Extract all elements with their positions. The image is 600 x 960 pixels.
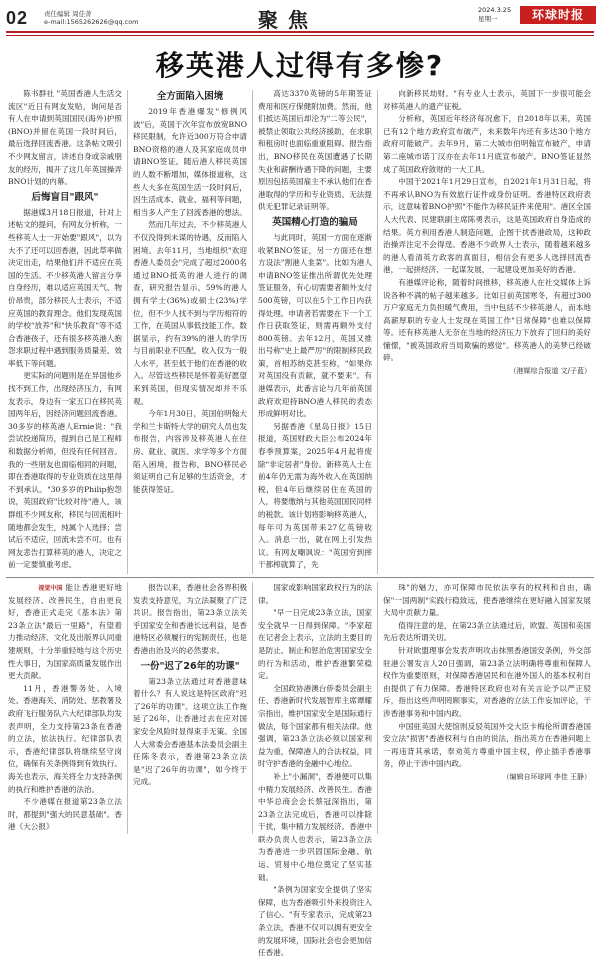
- paragraph: 全国政协港澳台侨委员会副主任、香港新时代发展智库主席谭耀宗指出，维护国家安全是国际通行做法，每个国家都有相关法律。他强调，第23条立法必须以国家利益为重，保障港人的合法权益，同时守护香港的金融中心地位。: [258, 683, 372, 769]
- paragraph: 据港媒3月18日报道，针对上述帖文的提问，有网友分析称，一些移英人士一开始要"跟风"，以为大不了还可以回香港，因此草率做决定出走，结果他们并不适应在英国的生活。不少移英港人留言分享自身经历，难以适应英国天气、物价昂贵，部分移民人士表示，不适应英国的教育理念。他们发现英国的学校"放养"和"快乐教育"等不适合香港孩子，还有很多移英港人抱怨求职过程中遇到服务质量差、效率低下等问题。: [8, 207, 122, 368]
- column-divider: [252, 582, 253, 834]
- paragraph: 值得注意的是，在第23条立法通过后，欧盟、英国和美国先后表达所谓关切。: [383, 620, 591, 643]
- article-headline: 移英港人过得有多惨?: [155, 49, 445, 82]
- paragraph: 然而几年过去，不少移英港人不仅没得到未谋的待遇，反而陷入困境。去年11月，当地组织"欢迎香港人委员会"完成了超过2000名通过BNO抵英的港人进行的调查，研究报告显示，59%的港人拥有学士(36%)或硕士(23%)学位，但不少人找不到与学历相符的工作，在英国从事低技能工作。数据显示，约有39%的港人的学历与目前职业不匹配，收入仅为一般人水平，甚至低于他们在香港的收入。尽管这些移民是怀着美好愿望来到英国，但现实情况却并不乐观。: [133, 220, 247, 406]
- paragraph: 11月，香港警务处、入境处、香港海关、消防处、惩教署及政府飞行服务队六大纪律部队均发表声明，全力支持第23条在香港的立法，依法执行。纪律部队表示，香港纪律部队将继续坚守岗位，确保有关条例得到有效执行。海关也表示，海关将全力支持条例的执行和维护香港的法治。: [8, 683, 122, 794]
- paragraph: 另据香港《星岛日报》15日报道，英国财政大臣公布2024年春季预算案，2025年4月起将废除"非定居者"身份。新移英人士在前4年仍无需为海外收入在英国纳税，但4年后继续居住在英国的人，将要缴纳与其他英国国民同样的税款。该计划将影响移英港人，每年可为英国带来27亿英镑收入。消息一出，就在网上引发热议。有网友嘲讽说："英国穷到摔干都榨就算了，先: [258, 421, 372, 570]
- photo-credit: 视觉中国: [38, 585, 63, 592]
- paragraph: 针对欧盟理事会发表声明攻击抹黑香港国安条例，外交部驻港公署发言人20日强调，第23条立法明确将尊重和保障人权作为重要原则，对保障香港居民和在港外国人的基本权利自由提供了有力保障。香港特区政府也对有关言论予以严正驳斥，指出这些声明罔顾事实，对香港的立法工作妄加评论，干涉香港事务和中国内政。: [383, 645, 591, 718]
- date-text: 2024.3.25: [478, 6, 512, 14]
- page-number: 02: [6, 8, 29, 28]
- weekday-text: 星期一: [478, 15, 498, 23]
- paragraph: 2019年香港爆发"修例风波"后，英国于次年宣布放宽BNO移民限制，允许近300万符合申请BNO资格的港人及其家庭成员申请BNO签证。随后港人移民英国的人数不断增加，媒体报道称，这些人大多在英国生活一段时间后，因生活成本、就业、福利等问题，相当多人产生了回流香港的想法。: [133, 107, 247, 217]
- email-line: e-mail:1565262626@qq.com: [44, 18, 139, 26]
- paragraph: 珠"的魅力，亦可保障市民依法享有的权利和自由，确保"一国两制"实践行稳致远，使香港继续在更好融入国家发展大局中贡献力量。: [383, 583, 591, 618]
- paragraph: 今年1月30日，英国伯明翰大学和兰卡斯特大学的研究人员也发布报告，内容涉及移英港人在住房、就业、就医、求学等多个方面陷入困境，报告称，BNO移民必须证明自己有足够的生活资金，才能获得签证。: [133, 409, 247, 494]
- column-divider: [377, 90, 378, 574]
- subheading: 英国精心打造的骗局: [272, 216, 358, 228]
- paragraph: 更实际的问题则是在异国他乡找不到工作，出现经济压力，有网友表示，身边有一家五口在移民英国两年后，因经济问题回流香港。30多岁的移英港人Ernie说："我尝试投递简历，提到自己是工程师和数据分析师，但没有任何回音。我的一些朋友也面临相同的问题，即在香港取得的专业资质在这里得不到承认。"30多岁的Philip抱怨说，英国政府"比较对待"港人，该群组不少网友称，移民与回流相叶随地都会发生，纯属个人选择；尝试后不适应，回流未尝不可。也有网友悲告打算移英的港人，决定之前一定要慎重考虑。: [8, 371, 122, 570]
- byline: （编辑自环球网 李佳 王静）: [502, 772, 591, 781]
- header-rule: [6, 31, 594, 33]
- header-rule-thin: [6, 35, 594, 36]
- column-divider: [127, 90, 128, 574]
- paragraph: 第23条立法通过对香港意味着什么？有人说这是特区政府"迟了26年的功课"。这项立法工作拖延了26年，让香港过去在应对国家安全风险时显得束手无策。全国人大常委会香港基本法委员会副主任陈冬表示，香港第23条立法是"迟了26年的功课"，如今终于完成。: [133, 676, 247, 787]
- top-column-3: [258, 88, 372, 574]
- subheading: 全方面陷入困境: [156, 91, 224, 102]
- paragraph: 向新移民劫财。"有专业人士表示，英国下一步很可能会对移英港人的遗产征税。: [383, 89, 591, 111]
- bottom-column-4: [383, 582, 591, 834]
- section-title: 聚焦: [258, 8, 318, 32]
- editor-line: 责任编辑 周佳菁: [44, 10, 92, 18]
- paragraph: [8, 582, 122, 683]
- paragraph: "条例为国家安全提供了坚实保障，也为香港吸引外来投资注入了信心。"有专家表示，完成第23条立法，香港不仅可以拥有更安全的发展环境，国际社会也会更加信任香港。: [258, 885, 372, 958]
- masthead-logo: 环球时报: [520, 6, 596, 24]
- paragraph: 补上"小漏洞"，香港便可以集中精力发展经济、改善民生。香港中华总商会会长蔡冠深指出，第23条立法完成后，香港可以排除干扰，集中精力发展经济。香港中联办负责人也表示，第23条立法为香港进一步巩固国际金融、航运、贸易中心地位奠定了坚实基础。: [258, 771, 372, 882]
- paragraph-text: 能让香港更好地发展经济、改善民生，自由更良好，香港正式走完《基本法》第23条立法"最后一里路"，有望着力推动经济、文化及出版界认同重建规则，十分举重轻地与这个历史性大事日，为国家高质量发展作出更大贡献。: [8, 583, 123, 681]
- top-column-4: [383, 88, 591, 574]
- paragraph: 中国于2021年1月29日宣布，自2021年1月31日起，将不再承认BNO为有效旅行证件或身份证明。香港特区政府表示，这意味着BNO护照"不能作为移民证件来使用"。港区全国人大代表、民建联副主席陈勇表示，这是英国政府自身造成的结果。英方利用香港人制造问题，企图干扰香港政局，这种政治操弄注定不会得逞。香港不少政界人士表示，随着越来越多的港人看清英方政客的真面目，相信会有更多人选择回流香港，一起拼经济、一起谋发展，一起建设更加美好的香港。: [383, 177, 591, 275]
- paragraph: 与此同时，英国一方面在逐渐收紧BNO签证，另一方面还在想方设法"割港人韭菜"。比如为港人申请BNO签证推出所谓优先处理签证服务，有心切需要者额外支付500英镑，可以在5个工作日内获得处理。申请者若需要在下一个工作日获取签证，则需再额外支付800英镑。去年12月，英国又推出号称"史上最严厉"的限制移民政策，首相苏纳克甚至称，"如果你对英国没有贡献，就不要来"。有港媒表示，此番言论与几年前英国政府欢迎持BNO港人移民的表态形成鲜明对比。: [258, 232, 372, 419]
- editor-info: [44, 10, 139, 26]
- column-divider: [127, 582, 128, 834]
- byline: （港媒综合报道 文/子蓝）: [509, 367, 591, 376]
- top-column-1: [8, 88, 122, 574]
- paragraph: 报告以来，香港社会各界积极发表支持意见，为立法凝聚了广泛共识。报告指出，第23条立法关乎国家安全和香港长远利益，是香港特区必须履行的宪制责任，也是香港由治及兴的必然要求。: [133, 583, 247, 655]
- subheading: 一份"迟了26年的功课": [140, 660, 240, 672]
- paragraph: 分析称，英国近年经济每况愈下，自2018年以来，英国已有12个地方政府宣布破产，未来数年内还有多达30个地方政府可能破产。去年9月，第二大城市伯明翰宣布破产，申请第二座城市诺丁汉亦在去年11月底宣布破产。BNO签证显然成了英国政府敛财的一大工具。: [383, 114, 591, 174]
- subheading: 后悔盲目"跟风": [31, 191, 99, 203]
- paragraph: 有港媒评论称，随着时间推移，移英港人在社交媒体上诉说各种不满的帖子越来越多。比如日前英国寒冬，有超过300万户家庭无力负担暖气费用，当中包括不少移英港人，而本地高薪厚职的专业人士发现在英国工作"日常保障"也难以保障等。还有移英港人无奈在当地的经济压力下放弃了回归的美好憧憬，"被英国政府当局欺骗的感觉"。移英港人的美梦已经破碎。: [383, 277, 591, 363]
- top-column-2: [133, 88, 247, 574]
- issue-date: [478, 6, 511, 24]
- page-header: [0, 0, 600, 36]
- paragraph: 陈书群社 "英国香港人生活交流区"近日有网友发贴，询问是否有人在申请到英国国民(海外)护照(BNO)并留在英国一段时间后，最后选择回流香港。这条帖文吸引不少网友留言，讲述自身或亲戚朋友的经历，揭开了这几年英国操弄BNO计划的内幕。: [8, 89, 122, 187]
- bottom-column-2: [133, 582, 247, 834]
- paragraph: "早一日完成23条立法，国家安全就早一日得到保障。"李家超在记者会上表示，立法的主要目的是防止、制止和惩治危害国家安全的行为和活动，维护香港繁荣稳定。: [258, 608, 372, 681]
- section-divider: [6, 577, 594, 578]
- paragraph: 高达3370英镑的5年期签证费用和医疗保健附加费。然而，他们抵达英国后却沦为"二等公民"，被禁止领取公共经济援助，在求职和租房时也面临重重阻碍。报告指出，BNO移民在英国遭遇了长期失业和薪酬待遇下降的问题，主要原因包括英国雇主不承认他们在香港取得的学历和专业资质、无法提供无犯罪记录证明等。: [258, 89, 372, 212]
- paragraph: 不少港媒在报道第23条立法时，都提到"强大的民意基础"。香港《大公报》: [8, 797, 122, 832]
- bottom-column-3: [258, 582, 372, 958]
- column-divider: [377, 582, 378, 834]
- paragraph: 国家或影响国家政权行为的法律。: [258, 583, 372, 605]
- bottom-column-1: [8, 582, 122, 834]
- column-divider: [252, 90, 253, 574]
- paragraph: 中国驻英国大使馆则反驳英国外交大臣卡梅伦所谓香港国安立法"损害"香港权利与自由的说法，指出英方在香港问题上一再违背其承诺，奉劝英方尊重中国主权，停止插手香港事务，停止干涉中国内政。: [383, 721, 591, 769]
